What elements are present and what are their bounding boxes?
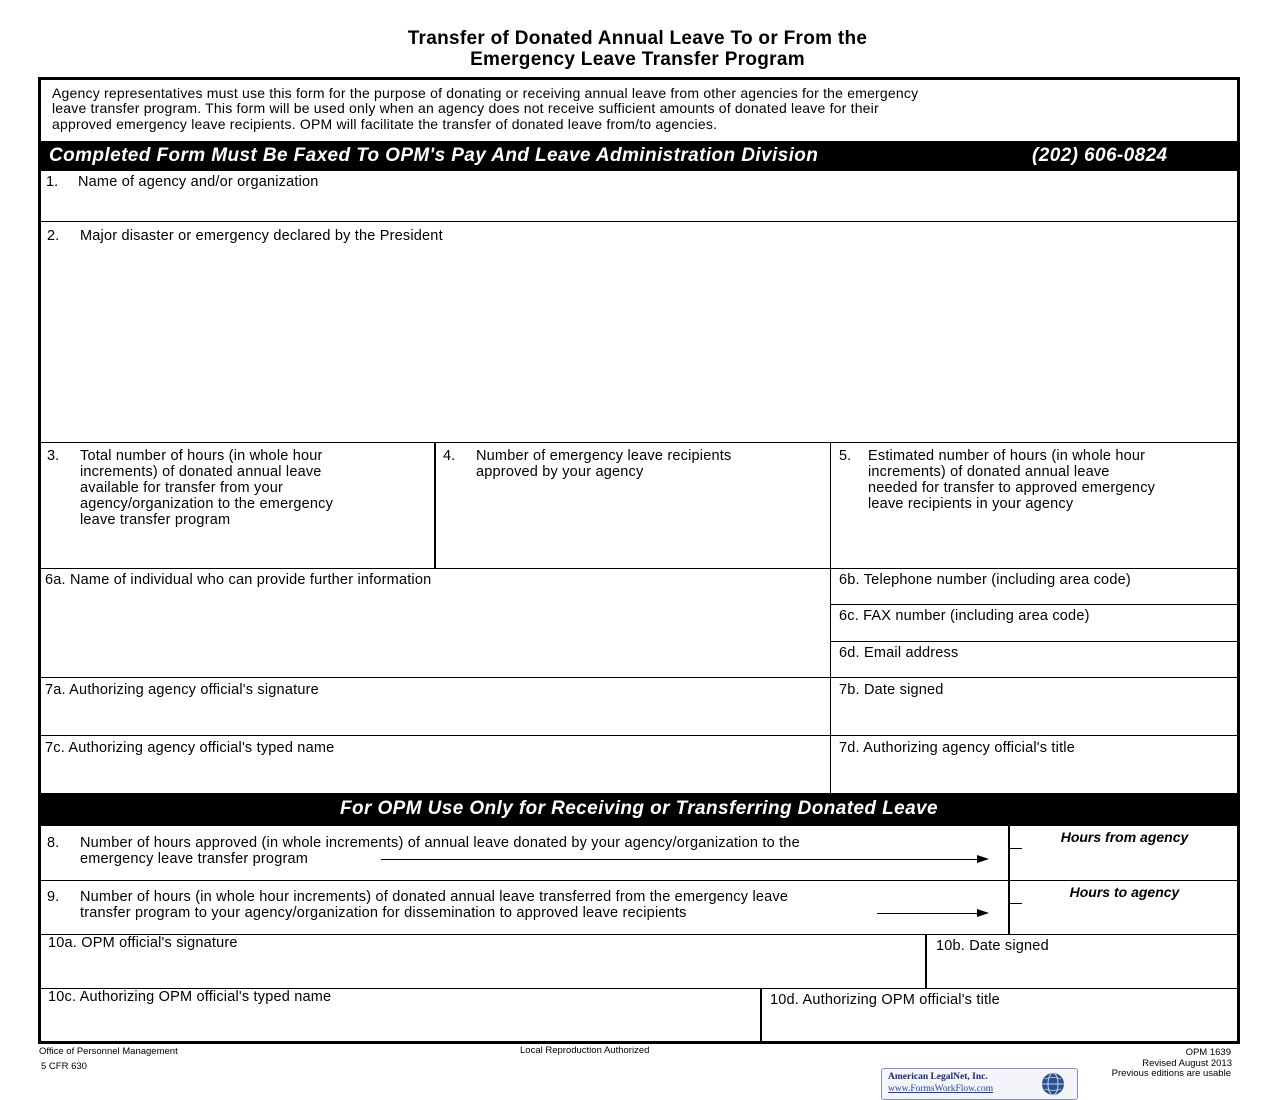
field-8-hours-donated [41, 826, 1237, 880]
field-3-line1: Total number of hours (in whole hour [80, 448, 323, 464]
fax-banner [41, 141, 1237, 171]
opm-use-banner-text: For OPM Use Only for Receiving or Transferring Donated Leave [339, 798, 938, 819]
field-8-arrow-line [381, 859, 979, 860]
field-7d-title[interactable] [830, 735, 1237, 793]
form-title-line2: Emergency Leave Transfer Program [470, 49, 805, 70]
field-4-recipients[interactable] [434, 442, 830, 568]
intro-section [41, 80, 1237, 141]
field-9-hours-transferred [41, 880, 1237, 934]
field-2-number: 2. [47, 228, 60, 244]
field-8-line1: Number of hours approved (in whole increments) of annual leave donated by your agency/organization to the [80, 835, 800, 851]
field-3-line2: increments) of donated annual leave [80, 464, 322, 480]
intro-line1: Agency representatives must use this form for the purpose of donating or receiving annual leave from other agencies for the emergency [52, 85, 919, 101]
footer-reproduction: Local Reproduction Authorized [520, 1045, 650, 1056]
form-frame [38, 77, 1240, 1044]
field-6d-email[interactable] [830, 641, 1237, 677]
field-10b-label: 10b. Date signed [936, 938, 1049, 954]
fax-banner-text: Completed Form Must Be Faxed To OPM's Pay And Leave Administration Division [49, 145, 819, 166]
field-3-line3: available for transfer from your [80, 480, 284, 496]
logo-name: American LegalNet, Inc. [888, 1072, 988, 1082]
footer-previous-editions: Previous editions are usable [1111, 1068, 1231, 1079]
field-10d-label: 10d. Authorizing OPM official's title [770, 992, 1000, 1008]
field-7a-label: 7a. Authorizing agency official's signature [45, 682, 319, 698]
field-2-disaster[interactable] [41, 221, 1237, 442]
field-7c-typed-name[interactable] [41, 735, 830, 793]
field-5-number: 5. [839, 448, 852, 464]
field-10b-opm-date-signed[interactable] [925, 934, 1237, 988]
field-10a-label: 10a. OPM official's signature [48, 935, 238, 951]
globe-icon [1040, 1071, 1066, 1097]
field-6b-telephone[interactable] [830, 568, 1237, 604]
field-8-arrow-head [977, 855, 989, 863]
field-4-number: 4. [443, 448, 456, 464]
field-8-box-tick [1008, 848, 1022, 849]
fax-phone-number: (202) 606-0824 [1032, 145, 1168, 166]
field-6a-contact-name[interactable] [41, 568, 830, 677]
field-10a-opm-signature[interactable] [41, 934, 925, 988]
intro-line3: approved emergency leave recipients. OPM will facilitate the transfer of donated leave from/to agencies. [52, 116, 718, 132]
field-8-number: 8. [47, 835, 60, 851]
field-9-arrow-line [877, 913, 979, 914]
field-9-line2: transfer program to your agency/organization for dissemination to approved leave recipients [80, 905, 687, 921]
field-5-line4: leave recipients in your agency [868, 496, 1074, 512]
hours-to-agency-box[interactable] [1008, 881, 1237, 934]
field-2-label: Major disaster or emergency declared by the President [80, 228, 443, 244]
form-title-line1: Transfer of Donated Annual Leave To or From the [407, 28, 868, 49]
field-3-hours-available[interactable] [41, 442, 434, 568]
field-9-arrow-head [977, 909, 989, 917]
footer-revised: Revised August 2013 [1142, 1058, 1232, 1069]
field-6d-label: 6d. Email address [839, 645, 959, 661]
field-7b-date-signed[interactable] [830, 677, 1237, 735]
field-4-line2: approved by your agency [476, 464, 644, 480]
field-7d-label: 7d. Authorizing agency official's title [839, 740, 1075, 756]
field-7a-signature[interactable] [41, 677, 830, 735]
field-9-line1: Number of hours (in whole hour increments) of donated annual leave transferred from the emergency leave [80, 889, 789, 905]
field-5-line3: needed for transfer to approved emergency [868, 480, 1156, 496]
field-6c-fax[interactable] [830, 604, 1237, 641]
field-7c-label: 7c. Authorizing agency official's typed name [45, 740, 335, 756]
field-9-box-tick [1008, 903, 1022, 904]
field-3-line4: agency/organization to the emergency [80, 496, 334, 512]
field-5-line2: increments) of donated annual leave [868, 464, 1110, 480]
hours-to-agency-label: Hours to agency [1069, 884, 1180, 900]
field-3-line5: leave transfer program [80, 512, 231, 528]
logo-url: www.FormsWorkFlow.com [888, 1084, 994, 1094]
field-4-line1: Number of emergency leave recipients [476, 448, 732, 464]
american-legalnet-logo[interactable] [881, 1068, 1078, 1100]
footer-form-number: OPM 1639 [1185, 1047, 1231, 1058]
field-9-number: 9. [47, 889, 60, 905]
field-6c-label: 6c. FAX number (including area code) [839, 608, 1090, 624]
footer-agency: Office of Personnel Management [39, 1046, 178, 1057]
footer-cfr: 5 CFR 630 [41, 1061, 87, 1072]
hours-from-agency-box[interactable] [1008, 826, 1237, 880]
field-6a-label: 6a. Name of individual who can provide further information [45, 572, 432, 588]
field-10c-opm-typed-name[interactable] [41, 988, 760, 1041]
intro-line2: leave transfer program. This form will be used only when an agency does not receive sufficient amounts of donated leave for their [52, 100, 879, 116]
field-1-agency-name[interactable] [41, 171, 1237, 221]
field-1-number: 1. [46, 174, 59, 190]
field-5-hours-needed[interactable] [830, 442, 1237, 568]
field-6b-label: 6b. Telephone number (including area code) [839, 572, 1131, 588]
field-3-number: 3. [47, 448, 60, 464]
hours-from-agency-label: Hours from agency [1060, 829, 1189, 845]
field-5-line1: Estimated number of hours (in whole hour [868, 448, 1146, 464]
field-1-label: Name of agency and/or organization [78, 174, 319, 190]
field-7b-label: 7b. Date signed [839, 682, 944, 698]
field-10d-opm-title[interactable] [760, 988, 1237, 1041]
opm-use-banner [41, 793, 1237, 826]
field-10c-label: 10c. Authorizing OPM official's typed name [48, 989, 332, 1005]
field-8-line2: emergency leave transfer program [80, 851, 309, 867]
